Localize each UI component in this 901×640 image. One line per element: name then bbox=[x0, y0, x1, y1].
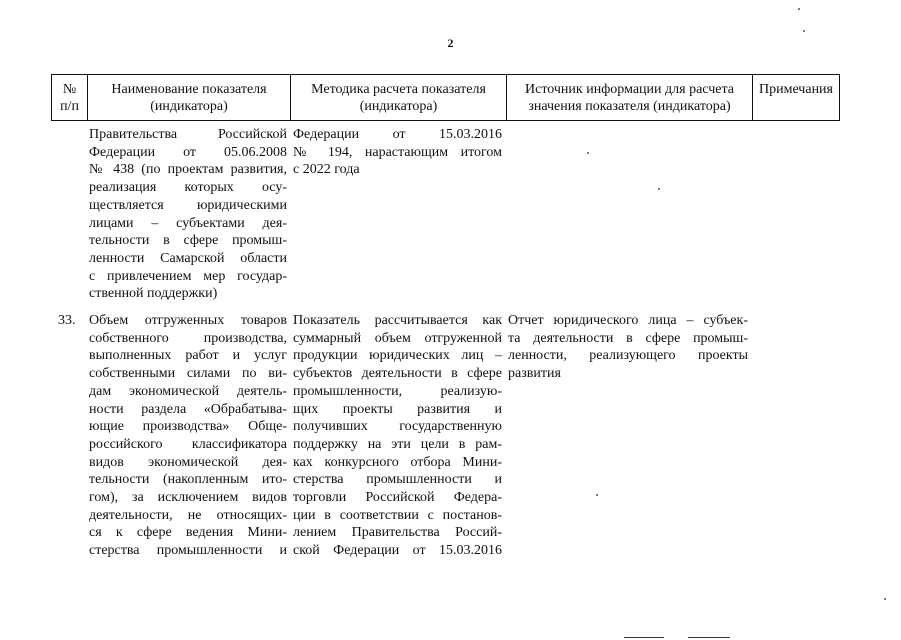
text-line: деятельности, не относящих- bbox=[89, 507, 287, 523]
row-info-source bbox=[508, 312, 748, 383]
text-line: лением Правительства Россий- bbox=[293, 525, 502, 541]
header-col-source: Источник информации для расчета значения показателя (индикатора) bbox=[507, 75, 753, 121]
table-header bbox=[51, 74, 840, 121]
header-col-method: Методика расчета показателя (индикатора) bbox=[291, 75, 507, 121]
scan-speck bbox=[596, 494, 598, 496]
text-line: стерства промышленности и bbox=[89, 543, 287, 559]
text-line: та деятельности в сфере промыш- bbox=[508, 330, 748, 346]
text-line: щих проекты развития и bbox=[293, 401, 502, 417]
scan-speck bbox=[658, 188, 660, 190]
text-line: ющие производства» Обще- bbox=[89, 419, 287, 435]
text-line: с привлечением мер государ- bbox=[89, 268, 287, 284]
scan-speck bbox=[803, 30, 805, 32]
row-calculation-method bbox=[293, 312, 502, 560]
text-line: промышленности, реализую- bbox=[293, 383, 502, 399]
text-line: суммарный объем отгруженной bbox=[293, 330, 502, 346]
header-col-number: № п/п bbox=[52, 75, 88, 121]
text-line: тельности в сфере промыш- bbox=[89, 233, 287, 249]
page-number: 2 bbox=[447, 36, 454, 50]
text-line: торговли Российской Федера- bbox=[293, 490, 502, 506]
text-line: лицами – субъектами дея- bbox=[89, 215, 287, 231]
text-line: Федерации от 15.03.2016 bbox=[293, 127, 502, 142]
text-line: ленности, реализующего проекты bbox=[508, 348, 748, 364]
header-col-notes: Примечания bbox=[753, 75, 840, 121]
scan-speck bbox=[884, 598, 886, 600]
text-line: собственными силами по ви- bbox=[89, 366, 287, 382]
text-line: поддержку на эти цели в рам- bbox=[293, 436, 502, 452]
text-line: гом), за исключением видов bbox=[89, 490, 287, 506]
text-line: ственной поддержки) bbox=[89, 286, 218, 302]
text-line: № 438 (по проектам развития, bbox=[89, 162, 287, 178]
text-line: ции в соответствии с постанов- bbox=[293, 507, 502, 523]
row-number: 33. bbox=[58, 313, 76, 328]
text-line: Отчет юридического лица – субъек- bbox=[508, 313, 748, 328]
text-line: получивших государственную bbox=[293, 419, 502, 435]
text-line: ленности Самарской области bbox=[89, 250, 287, 266]
text-line: выполненных работ и услуг bbox=[89, 348, 287, 364]
text-line: ществляется юридическими bbox=[89, 197, 287, 213]
text-line: Правительства Российской bbox=[89, 127, 287, 142]
text-line: ках конкурсного отбора Мини- bbox=[293, 454, 502, 470]
text-line: ности раздела «Обрабатыва- bbox=[89, 401, 287, 417]
header-col-name: Наименование показателя (индикатора) bbox=[88, 75, 291, 121]
text-line: реализация которых осу- bbox=[89, 180, 287, 196]
text-line: субъектов деятельности в сфере bbox=[293, 366, 502, 382]
scan-speck bbox=[798, 8, 800, 10]
text-line: видов экономической дея- bbox=[89, 454, 287, 470]
text-line: Объем отгруженных товаров bbox=[89, 313, 287, 328]
text-line: российского классификатора bbox=[89, 436, 287, 452]
text-line: продукции юридических лиц – bbox=[293, 348, 502, 364]
text-line: ся к сфере ведения Мини- bbox=[89, 525, 287, 541]
footer-rule bbox=[624, 637, 664, 638]
text-line: № 194, нарастающим итогом bbox=[293, 144, 502, 160]
footer-rule bbox=[688, 637, 730, 638]
text-line: с 2022 года bbox=[293, 162, 360, 178]
text-line: развития bbox=[508, 366, 561, 382]
scan-speck bbox=[587, 152, 589, 154]
row-calculation-method bbox=[293, 126, 502, 179]
text-line: стерства промышленности и bbox=[293, 472, 502, 488]
text-line: дам экономической деятель- bbox=[89, 383, 287, 399]
text-line: тельности (накопленным ито- bbox=[89, 472, 287, 488]
text-line: Показатель рассчитывается как bbox=[293, 313, 502, 328]
text-line: Федерации от 05.06.2008 bbox=[89, 144, 287, 160]
text-line: собственного производства, bbox=[89, 330, 287, 346]
row-indicator-name bbox=[89, 126, 287, 303]
text-line: ской Федерации от 15.03.2016 bbox=[293, 543, 502, 559]
row-indicator-name bbox=[89, 312, 287, 560]
